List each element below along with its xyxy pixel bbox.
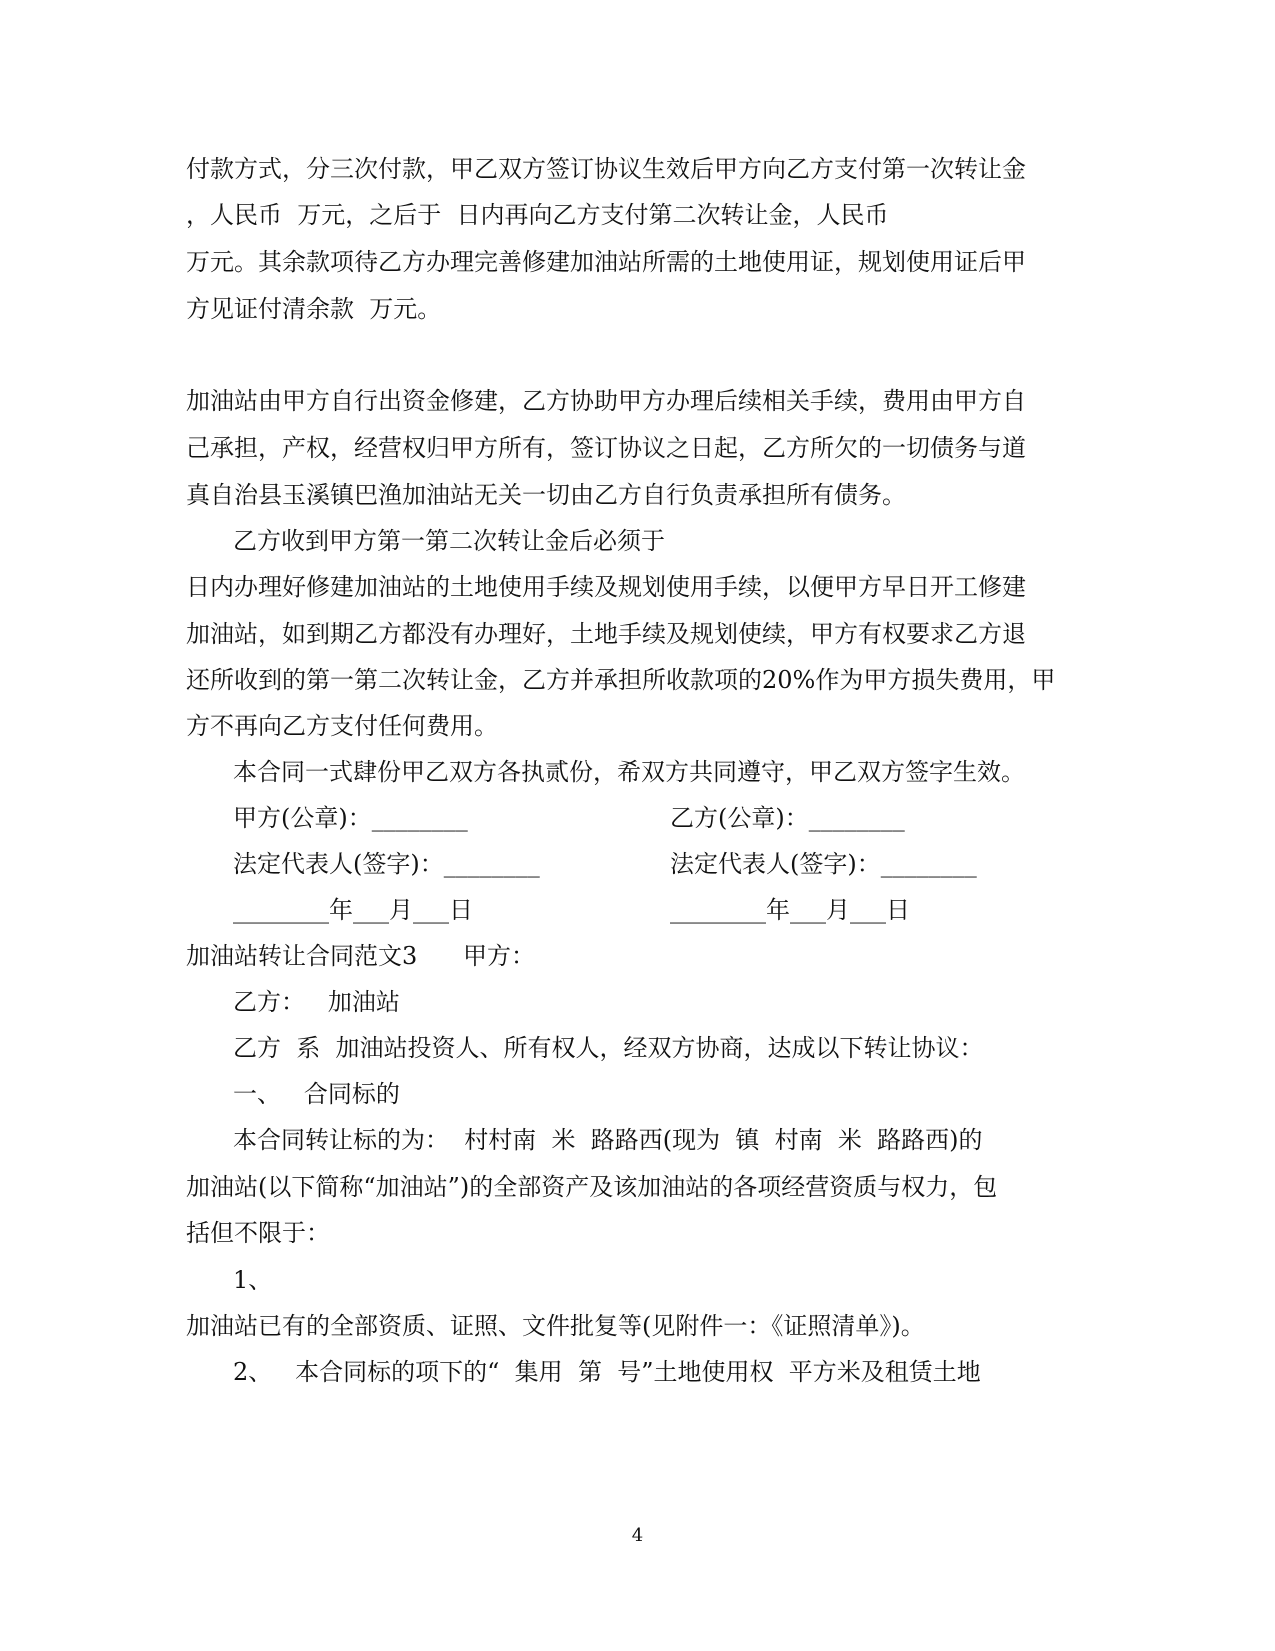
section1-title: 一、 合同标的: [233, 1080, 400, 1108]
party-b-date: ________年___月___日: [670, 896, 910, 924]
procedures-line-3: 加油站，如到期乙方都没有办理好，土地手续及规划使续，甲方有权要求乙方退: [186, 620, 1026, 648]
item2-text: 2、 本合同标的项下的“ 集用 第 号”土地使用权 平方米及租赁土地: [233, 1358, 981, 1386]
procedures-line-1: 乙方收到甲方第一第二次转让金后必须于: [233, 527, 665, 555]
procedures-line-5: 方不再向乙方支付任何费用。: [186, 712, 498, 740]
item1-text: 加油站已有的全部资质、证照、文件批复等(见附件一：《证照清单》)。: [186, 1312, 925, 1340]
party-a-date: ________年___月___日: [233, 896, 473, 924]
construction-line-1: 加油站由甲方自行出资金修建，乙方协助甲方办理后续相关手续，费用由甲方自: [186, 387, 1026, 415]
contract3-heading: 加油站转让合同范文3 甲方：: [186, 942, 536, 970]
contract3-party-b: 乙方： 加油站: [233, 988, 400, 1016]
payment-line-3: 万元。其余款项待乙方办理完善修建加油站所需的土地使用证，规划使用证后甲: [186, 248, 1026, 276]
party-a-representative: 法定代表人(签字)：________: [233, 850, 540, 878]
page-number: 4: [631, 1525, 644, 1546]
subject-line-3: 括但不限于：: [186, 1219, 330, 1247]
subject-line-2: 加油站(以下简称“加油站”)的全部资产及该加油站的各项经营资质与权力，包: [186, 1173, 998, 1201]
party-b-seal: 乙方(公章)：________: [670, 804, 905, 832]
party-b-representative: 法定代表人(签字)：________: [670, 850, 977, 878]
procedures-line-2: 日内办理好修建加油站的土地使用手续及规划使用手续，以便甲方早日开工修建: [186, 573, 1026, 601]
payment-line-2: ，人民币 万元，之后于 日内再向乙方支付第二次转让金，人民币: [186, 201, 889, 229]
construction-line-2: 己承担，产权，经营权归甲方所有，签订协议之日起，乙方所欠的一切债务与道: [186, 434, 1026, 462]
item1-number: 1、: [233, 1266, 273, 1294]
contract3-intro: 乙方 系 加油站投资人、所有权人，经双方协商，达成以下转让协议：: [233, 1034, 984, 1062]
subject-line-1: 本合同转让标的为： 村村南 米 路路西(现为 镇 村南 米 路路西)的: [233, 1126, 983, 1154]
copies-clause: 本合同一式肆份甲乙双方各执贰份，希双方共同遵守，甲乙双方签字生效。: [233, 758, 1025, 786]
procedures-line-4: 还所收到的第一第二次转让金，乙方并承担所收款项的20%作为甲方损失费用，甲: [186, 666, 1056, 694]
payment-line-4: 方见证付清余款 万元。: [186, 295, 442, 323]
payment-line-1: 付款方式，分三次付款，甲乙双方签订协议生效后甲方向乙方支付第一次转让金: [186, 155, 1026, 183]
party-a-seal: 甲方(公章)：________: [233, 804, 468, 832]
construction-line-3: 真自治县玉溪镇巴渔加油站无关一切由乙方自行负责承担所有债务。: [186, 481, 906, 509]
